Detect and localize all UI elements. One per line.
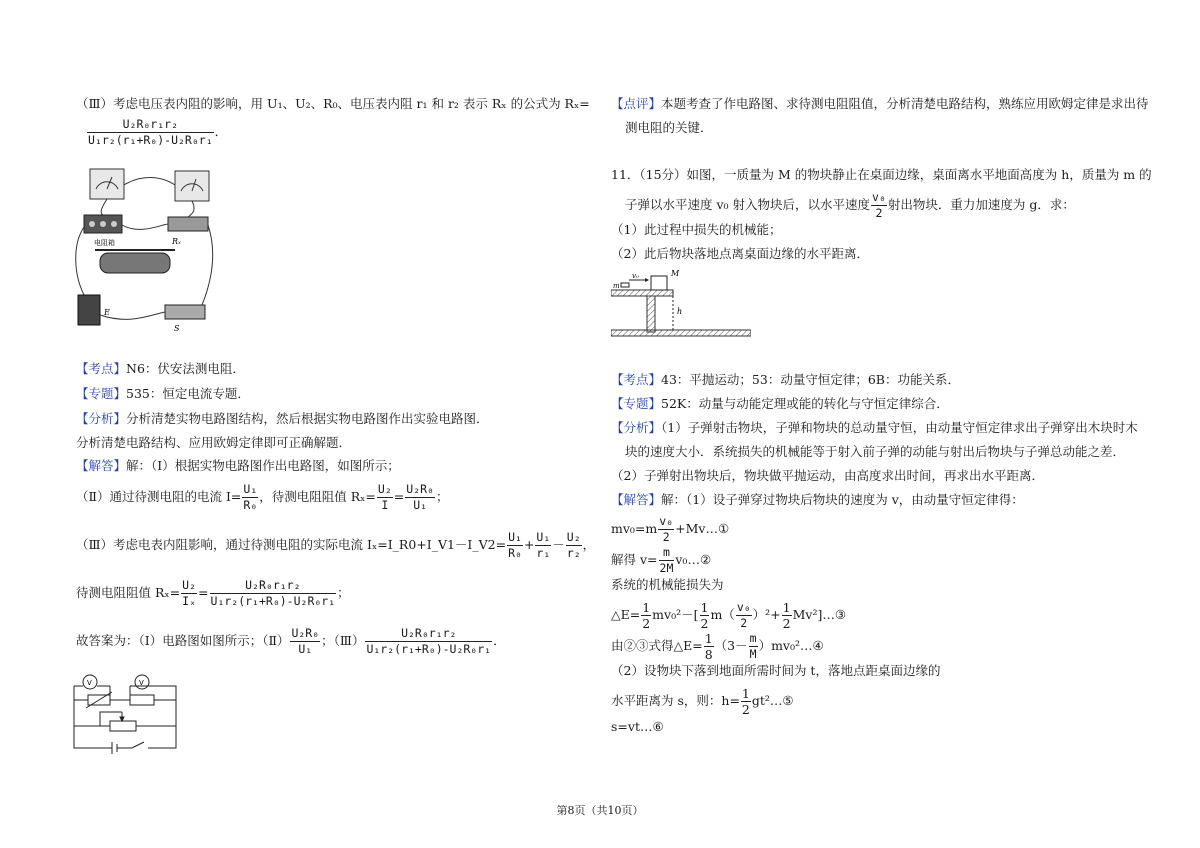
table-leg bbox=[647, 296, 655, 332]
rx-formula-tail: ． bbox=[214, 124, 228, 139]
ii-f1-num: U₁ bbox=[243, 482, 258, 496]
eq4-f1-num: 1 bbox=[704, 631, 713, 646]
rx-end: ； bbox=[337, 585, 350, 600]
iii-minus: － bbox=[552, 537, 565, 552]
eq3 bbox=[611, 600, 846, 631]
zhuanti-text: 535：恒定电流专题． bbox=[126, 386, 250, 401]
table-top bbox=[611, 290, 673, 296]
eq3-a: △E= bbox=[611, 607, 641, 622]
circuit-photo bbox=[70, 165, 220, 335]
label-e: E bbox=[104, 308, 110, 317]
eq4 bbox=[611, 631, 824, 662]
p2-f-num: 1 bbox=[741, 686, 750, 701]
rx-line bbox=[76, 578, 350, 609]
eq2-f-den: 2M bbox=[659, 561, 674, 575]
p2-f-den: 2 bbox=[741, 702, 750, 717]
p2-line-2 bbox=[611, 686, 794, 717]
eq2-b: v₀…② bbox=[675, 552, 712, 567]
dianping-text-2: 测电阻的关键． bbox=[625, 120, 713, 135]
block-m bbox=[651, 276, 667, 290]
eq1-f-den: 2 bbox=[662, 530, 670, 544]
iii-f1-num: U₁ bbox=[508, 530, 522, 544]
jieda-text-1: 解：（Ⅰ）根据实物电路图作出电路图，如图所示； bbox=[126, 458, 400, 473]
rx-f1-den: Iₓ bbox=[182, 594, 197, 608]
eq4-f1-den: 8 bbox=[704, 647, 713, 662]
jieda-right bbox=[611, 491, 1024, 509]
iii-end: ， bbox=[582, 537, 596, 552]
eq3-f1-num: 1 bbox=[642, 600, 651, 615]
label-s: S bbox=[174, 324, 180, 333]
eq4-b: （3－ bbox=[714, 638, 748, 653]
jieda-tag: 【解答】 bbox=[76, 458, 127, 473]
fenxi-right bbox=[611, 419, 1138, 437]
p2-2b: gt²…⑤ bbox=[751, 693, 794, 708]
eq3-f4-num: 1 bbox=[782, 600, 791, 615]
p2-2a: 水平距离为 s，则：h= bbox=[611, 693, 740, 708]
eq3-d: ）²+ bbox=[752, 607, 781, 622]
schematic-rheostat bbox=[110, 721, 136, 731]
fenxi-text-2: 分析清楚电路结构、应用欧姆定律即可正确解题． bbox=[76, 435, 352, 450]
schematic-v1-label: V bbox=[87, 679, 92, 687]
fig-v0-label: v₀ bbox=[632, 272, 639, 280]
zhuanti-right bbox=[611, 395, 949, 413]
jieda-tag-r: 【解答】 bbox=[611, 492, 662, 507]
iii-f1-den: R₀ bbox=[508, 546, 522, 560]
voltmeter-v1 bbox=[90, 169, 124, 199]
circuit-schematic bbox=[70, 672, 182, 754]
eq3-f3-den: 2 bbox=[740, 616, 748, 630]
ii-end: ； bbox=[435, 489, 449, 504]
rx-text: 待测电阻阻值 Rₓ= bbox=[76, 585, 181, 600]
kaodian-text-r: 43：平抛运动；53：动量守恒定律；6B：功能关系． bbox=[661, 372, 960, 387]
q11-sub-1: （1）此过程中损失的机械能； bbox=[611, 222, 782, 237]
rheostat bbox=[100, 253, 170, 273]
q11-line-1: 11．（15分）如图，一质量为 M 的物块静止在桌面边缘，桌面离水平地面高度为 h，质量为 m 的 bbox=[611, 167, 1152, 182]
fenxi-tag: 【分析】 bbox=[76, 411, 127, 426]
eq4-f2-num: m bbox=[749, 631, 757, 645]
zhuanti-left bbox=[76, 385, 250, 403]
sys-loss: 系统的机械能损失为 bbox=[611, 577, 724, 592]
switch bbox=[165, 305, 205, 319]
ans-text: 故答案为：（Ⅰ）电路图如图所示；（Ⅱ） bbox=[76, 633, 290, 648]
ii-f2-den: I bbox=[381, 498, 389, 512]
fenxi-text-1: 分析清楚实物电路图结构，然后根据实物电路图作出实验电路图． bbox=[126, 411, 489, 426]
eq3-c: m（ bbox=[710, 607, 735, 622]
kaodian-tag-r: 【考点】 bbox=[611, 372, 662, 387]
ii-eq: = bbox=[393, 489, 405, 504]
iii-plus: + bbox=[523, 537, 535, 552]
q11-f-den: 2 bbox=[875, 206, 883, 220]
ans-f1-den: U₁ bbox=[298, 642, 313, 656]
jieda-text-r1: 解：（1）设子弹穿过物块后物块的速度为 v，由动量守恒定律得： bbox=[661, 492, 1024, 507]
fig-bigm-label: M bbox=[671, 269, 680, 278]
ii-f2-num: U₂ bbox=[377, 482, 392, 496]
rx-f1-num: U₂ bbox=[182, 578, 197, 592]
eq1-f-num: v₀ bbox=[659, 514, 674, 528]
kaodian-right bbox=[611, 371, 960, 389]
dianping bbox=[611, 95, 1149, 113]
part2-line bbox=[76, 482, 448, 513]
q11-sub-2: （2）此后物块落地点离桌面边缘的水平距离． bbox=[611, 246, 869, 261]
eq3-b: mv₀²－[ bbox=[652, 607, 699, 622]
iii-text: （Ⅲ）考虑电表内阻影响，通过待测电阻的实际电流 Iₓ=I_R0+I_V1－I_V2= bbox=[76, 537, 507, 552]
eq3-e: Mv²]…③ bbox=[792, 607, 847, 622]
page-footer: 第8页（共10页） bbox=[556, 804, 644, 817]
eq3-f3-num: v₀ bbox=[736, 600, 751, 614]
eq3-f2-den: 2 bbox=[700, 616, 709, 631]
fig-h-label: h bbox=[677, 307, 683, 316]
eq1-a: mv₀=m bbox=[611, 521, 658, 536]
zhuanti-text-r: 52K：动量与动能定理或能的转化与守恒定律综合． bbox=[661, 396, 949, 411]
ii-mid: ，待测电阻阻值 Rₓ= bbox=[259, 489, 376, 504]
p2-line-1: （2）设物块下落到地面所需时间为 t，落地点距桌面边缘的 bbox=[611, 663, 941, 678]
eq3-f4-den: 2 bbox=[782, 616, 791, 631]
label-rx: Rₓ bbox=[172, 237, 181, 246]
eq3-f2-num: 1 bbox=[700, 600, 709, 615]
ans-f2-num: U₂R₀r₁r₂ bbox=[365, 626, 492, 642]
fenxi-text-r3: （2）子弹射出物块后，物块做平抛运动，由高度求出时间，再求出水平距离． bbox=[611, 468, 1044, 483]
kaodian-left bbox=[76, 360, 245, 378]
schematic-rx bbox=[130, 695, 154, 705]
fenxi-left bbox=[76, 410, 489, 428]
rx-formula-fraction bbox=[87, 117, 214, 148]
part3-intro: （Ⅲ）考虑电压表内阻的影响，用 U₁、U₂、R₀、电压表内阻 r₁ 和 r₂ 表示 Rₓ 的公式为 Rₓ= bbox=[76, 96, 590, 111]
rx-formula-den: U₁r₂(r₁+R₀)-U₂R₀r₁ bbox=[88, 133, 213, 147]
bullet-m bbox=[621, 283, 629, 287]
eq3-f1-den: 2 bbox=[642, 616, 651, 631]
iii-f2-num: U₁ bbox=[536, 530, 551, 544]
eq2 bbox=[611, 545, 711, 576]
fenxi-text-r2: 块的速度大小．系统损失的机械能等于射入前子弹的动能与射出后物块与子弹总动能之差． bbox=[625, 444, 1126, 459]
label-resistance-box: 电阻箱 bbox=[94, 239, 115, 247]
ans-mid: ；（Ⅲ） bbox=[321, 633, 365, 648]
eq4-f2-den: M bbox=[749, 647, 757, 661]
eq6: s=vt…⑥ bbox=[611, 719, 664, 734]
iii-f3-num: U₂ bbox=[566, 530, 581, 544]
rx-formula-num: U₂R₀r₁r₂ bbox=[87, 117, 214, 133]
q11-2b: 射出物块．重力加速度为 g．求： bbox=[887, 197, 1075, 212]
voltmeter-v2 bbox=[175, 171, 209, 201]
fig-m-label: m bbox=[613, 282, 620, 290]
dianping-text-1: 本题考查了作电路图、求待测电阻阻值，分析清楚电路结构，熟练应用欧姆定律是求出待 bbox=[661, 96, 1149, 111]
eq2-a: 解得 v= bbox=[611, 552, 658, 567]
fenxi-tag-r: 【分析】 bbox=[611, 420, 662, 435]
jieda-left bbox=[76, 457, 400, 475]
eq1-b: +Mv…① bbox=[675, 521, 730, 536]
iii-f2-den: r₁ bbox=[536, 546, 551, 560]
ii-text: （Ⅱ）通过待测电阻的电流 I= bbox=[76, 489, 242, 504]
q11-2a: 子弹以水平速度 v₀ 射入物块后，以水平速度 bbox=[625, 197, 871, 212]
iii-f3-den: r₂ bbox=[566, 546, 581, 560]
q11-line-2 bbox=[625, 190, 1075, 221]
ans-f1-num: U₂R₀ bbox=[291, 626, 320, 640]
rx-eq: = bbox=[198, 585, 209, 600]
fenxi-text-r1: （1）子弹射击物块，子弹和物块的总动量守恒，由动量守恒定律求出子弹穿出木块时木 bbox=[661, 420, 1138, 435]
rx-formula bbox=[86, 117, 227, 148]
kaodian-tag: 【考点】 bbox=[76, 361, 127, 376]
part3-line bbox=[76, 530, 595, 561]
answer-line bbox=[76, 626, 506, 657]
rx-resistor bbox=[168, 217, 208, 231]
ans-end: ． bbox=[493, 633, 506, 648]
ii-f1-den: R₀ bbox=[243, 498, 258, 512]
eq1 bbox=[611, 514, 729, 545]
zhuanti-tag: 【专题】 bbox=[76, 386, 127, 401]
ii-f3-num: U₂R₀ bbox=[406, 482, 434, 496]
ground bbox=[611, 330, 751, 336]
eq4-c: ）mv₀²…④ bbox=[758, 638, 824, 653]
battery bbox=[78, 295, 100, 325]
block-figure bbox=[611, 268, 751, 338]
eq2-f-num: m bbox=[659, 545, 675, 561]
rx-f2-num: U₂R₀r₁r₂ bbox=[210, 578, 337, 594]
dianping-tag: 【点评】 bbox=[611, 96, 662, 111]
rx-f2-den: U₁r₂(r₁+R₀)-U₂R₀r₁ bbox=[210, 594, 336, 608]
zhuanti-tag-r: 【专题】 bbox=[611, 396, 662, 411]
ans-f2-den: U₁r₂(r₁+R₀)-U₂R₀r₁ bbox=[366, 642, 492, 656]
ii-f3-den: U₁ bbox=[413, 498, 428, 512]
eq4-a: 由②③式得△E= bbox=[611, 638, 703, 653]
q11-f-num: v₀ bbox=[872, 190, 886, 204]
schematic-v2-label: V bbox=[139, 679, 144, 687]
kaodian-text: N6：伏安法测电阻． bbox=[126, 361, 245, 376]
